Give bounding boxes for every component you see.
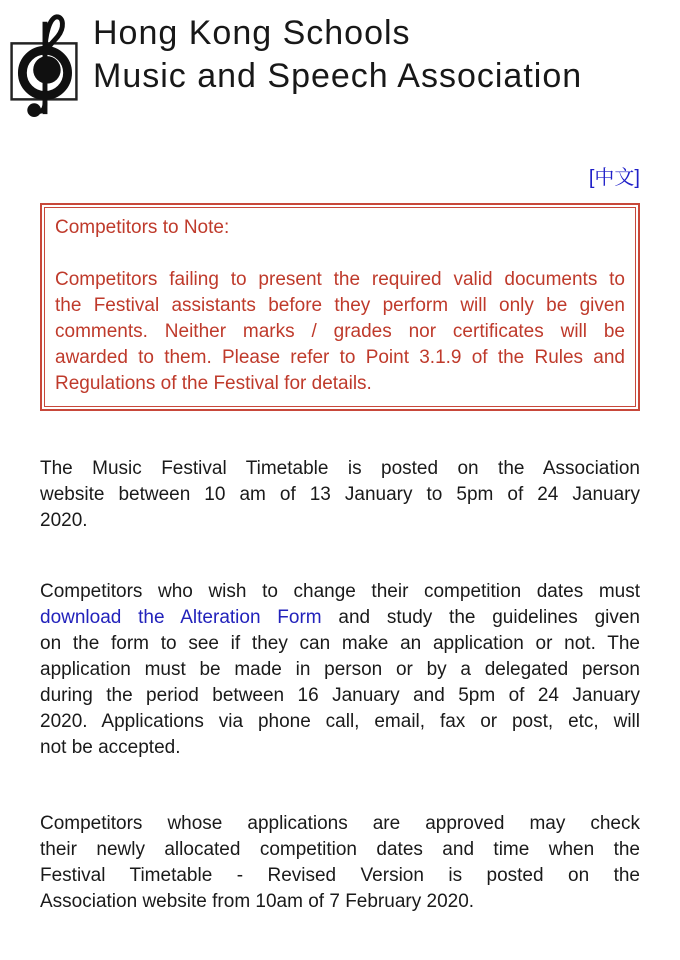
- notice-body: [55, 267, 625, 397]
- page-content: [0, 166, 680, 915]
- text-line: [40, 683, 640, 709]
- text-run: 2020.: [40, 510, 88, 531]
- text-run: Competitors whose applications are approved may check: [40, 813, 640, 834]
- text-run: their newly allocated competition dates and time when the: [40, 839, 640, 860]
- text-line: [40, 482, 640, 508]
- text-line: [40, 657, 640, 683]
- text-line: [40, 735, 640, 761]
- association-title: [93, 12, 582, 98]
- paragraph-revised-version: [40, 811, 640, 915]
- text-line: [40, 508, 640, 534]
- text-line: [55, 371, 625, 397]
- page-header: [0, 0, 680, 120]
- text-line: [40, 811, 640, 837]
- title-line-2: Music and Speech Association: [93, 57, 583, 95]
- text-line: [55, 319, 625, 345]
- text-line: [55, 293, 625, 319]
- text-run: Festival Timetable - Revised Version is posted on the: [40, 865, 640, 886]
- text-line: [40, 605, 640, 631]
- text-line: [40, 579, 640, 605]
- notice-box-inner: [44, 207, 636, 407]
- text-line: [55, 345, 625, 371]
- chinese-language-link[interactable]: [中文]: [588, 167, 640, 189]
- notice-box: [40, 203, 640, 411]
- alteration-form-link[interactable]: download the Alteration Form: [40, 607, 322, 628]
- text-run: Competitors who wish to change their competition dates must: [40, 581, 640, 602]
- text-run: during the period between 16 January and 5pm of 24 January: [40, 685, 640, 706]
- text-line: [40, 631, 640, 657]
- text-run: Association website from 10am of 7 February 2020.: [40, 891, 475, 912]
- text-line: [40, 709, 640, 735]
- text-run: The Music Festival Timetable is posted on the Association: [40, 458, 640, 479]
- paragraph-alteration-form: [40, 579, 640, 761]
- text-run: and study the guidelines given: [321, 607, 640, 628]
- text-run: application must be made in person or by a delegated person: [40, 659, 640, 680]
- text-run: comments. Neither marks / grades nor certificates will be: [55, 321, 625, 342]
- title-line-1: Hong Kong Schools: [93, 14, 411, 52]
- text-line: [40, 889, 640, 915]
- text-line: [55, 267, 625, 293]
- text-run: Regulations of the Festival for details.: [55, 373, 372, 394]
- text-run: not be accepted.: [40, 737, 181, 758]
- text-line: [40, 456, 640, 482]
- text-line: [40, 863, 640, 889]
- text-run: awarded to them. Please refer to Point 3.1.9 of the Rules and: [55, 347, 625, 368]
- language-switch-row: [40, 166, 640, 190]
- text-run: the Festival assistants before they perform will only be given: [55, 295, 625, 316]
- logo-clef-ball: [27, 103, 41, 117]
- treble-clef-logo-icon: [5, 8, 83, 120]
- notice-title: Competitors to Note:: [55, 217, 230, 238]
- notice-blank-line: [55, 241, 625, 267]
- text-run: 2020. Applications via phone call, email, fax or post, etc, will: [40, 711, 640, 732]
- text-run: Competitors failing to present the required valid documents to: [55, 269, 625, 290]
- text-run: website between 10 am of 13 January to 5pm of 24 January: [40, 484, 640, 505]
- text-line: [40, 837, 640, 863]
- text-run: on the form to see if they can make an application or not. The: [40, 633, 640, 654]
- paragraph-timetable-posted: [40, 456, 640, 534]
